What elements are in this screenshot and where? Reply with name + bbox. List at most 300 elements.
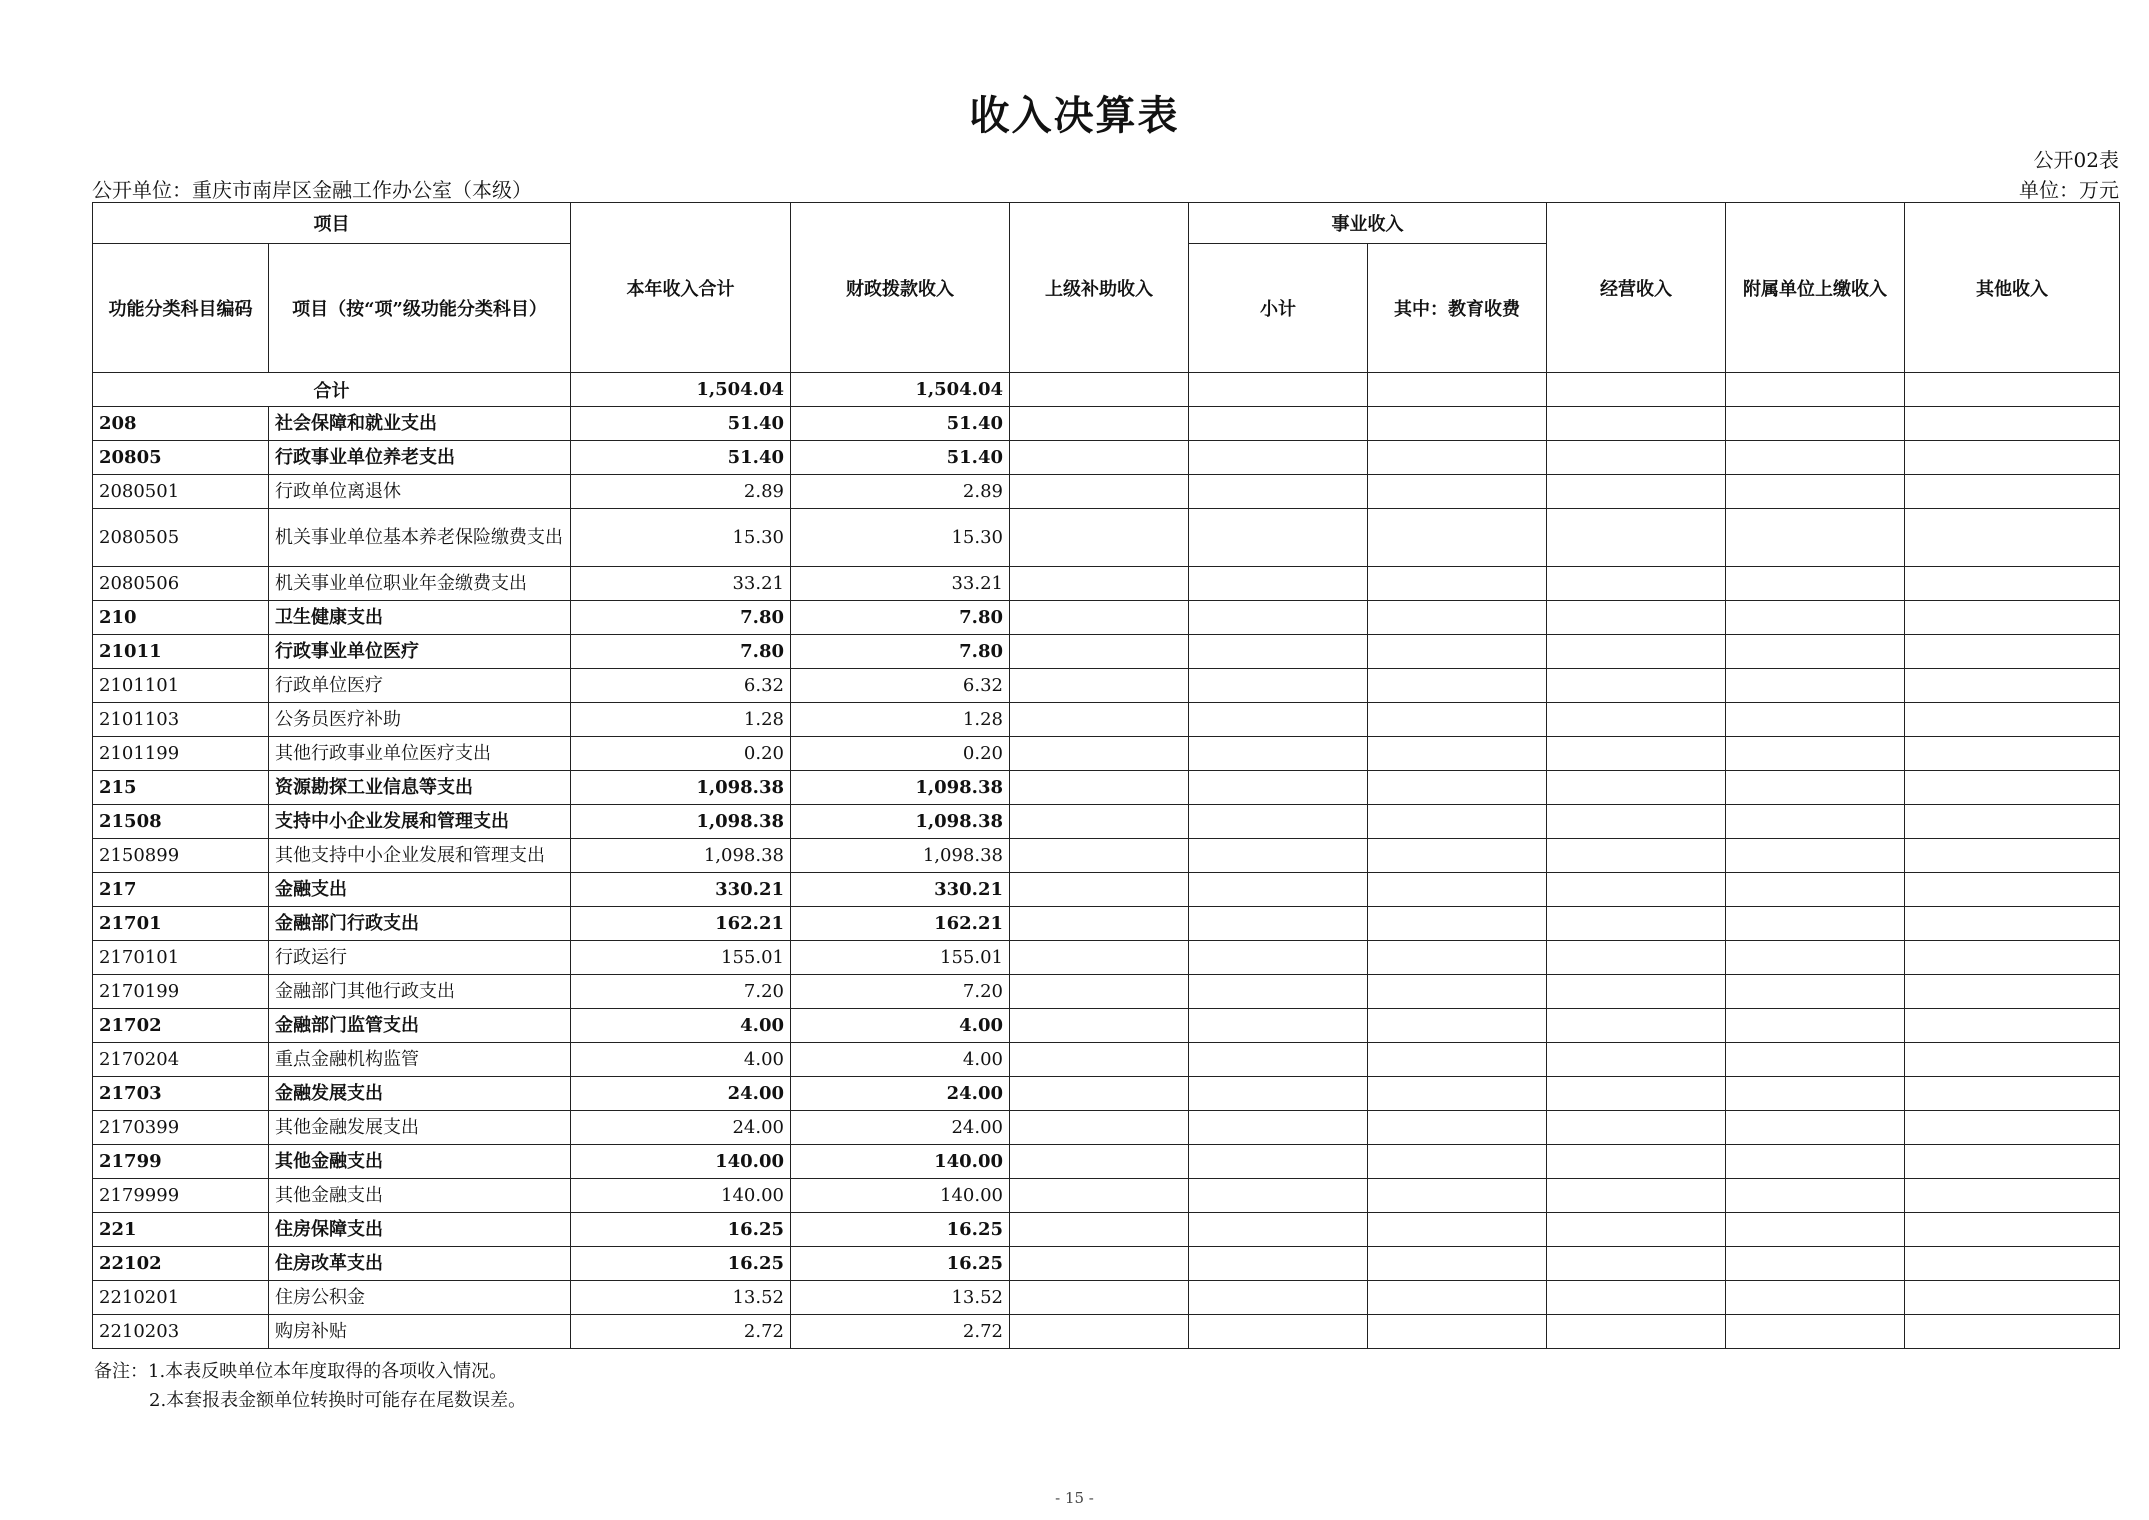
row-empty-cell — [1368, 941, 1547, 975]
row-empty-cell — [1010, 441, 1189, 475]
row-code: 22102 — [93, 1247, 269, 1281]
row-empty-cell — [1547, 1213, 1726, 1247]
row-total: 1,098.38 — [571, 805, 791, 839]
row-code: 2210201 — [93, 1281, 269, 1315]
page-number: - 15 - — [1055, 1489, 1094, 1507]
row-empty-cell — [1547, 1077, 1726, 1111]
row-code: 2080501 — [93, 475, 269, 509]
row-empty-cell — [1189, 567, 1368, 601]
row-fiscal: 16.25 — [791, 1247, 1010, 1281]
row-empty-cell — [1368, 441, 1547, 475]
row-code: 208 — [93, 407, 269, 441]
row-empty-cell — [1547, 839, 1726, 873]
row-empty-cell — [1905, 567, 2120, 601]
table-row — [93, 1043, 2120, 1077]
total-fiscal: 1,504.04 — [791, 373, 1010, 407]
row-name: 社会保障和就业支出 — [269, 407, 571, 441]
note-2: 2.本套报表金额单位转换时可能存在尾数误差。 — [149, 1390, 527, 1411]
row-empty-cell — [1010, 1247, 1189, 1281]
row-empty-cell — [1547, 1043, 1726, 1077]
row-empty-cell — [1010, 635, 1189, 669]
header-other: 其他收入 — [1905, 203, 2120, 373]
total-label: 合计 — [93, 373, 571, 407]
row-empty-cell — [1905, 975, 2120, 1009]
row-empty-cell — [1547, 509, 1726, 567]
row-code: 21701 — [93, 907, 269, 941]
row-name: 其他金融支出 — [269, 1145, 571, 1179]
table-row — [93, 941, 2120, 975]
notes — [94, 1357, 526, 1415]
row-empty-cell — [1189, 669, 1368, 703]
row-empty-cell — [1905, 509, 2120, 567]
row-empty-cell — [1010, 907, 1189, 941]
header-career-subtotal: 小计 — [1189, 244, 1368, 373]
row-empty-cell — [1726, 509, 1905, 567]
table-row — [93, 635, 2120, 669]
row-name: 其他金融发展支出 — [269, 1111, 571, 1145]
income-table — [92, 202, 2120, 1349]
row-empty-cell — [1010, 1315, 1189, 1349]
row-empty-cell — [1368, 1145, 1547, 1179]
row-empty-cell — [1905, 475, 2120, 509]
row-name: 公务员医疗补助 — [269, 703, 571, 737]
row-fiscal: 24.00 — [791, 1077, 1010, 1111]
row-fiscal: 330.21 — [791, 873, 1010, 907]
row-fiscal: 13.52 — [791, 1281, 1010, 1315]
row-empty-cell — [1547, 1111, 1726, 1145]
row-total: 16.25 — [571, 1247, 791, 1281]
row-empty-cell — [1726, 441, 1905, 475]
row-total: 2.89 — [571, 475, 791, 509]
row-name: 卫生健康支出 — [269, 601, 571, 635]
row-empty-cell — [1726, 1281, 1905, 1315]
row-empty-cell — [1010, 1043, 1189, 1077]
row-total: 7.20 — [571, 975, 791, 1009]
row-fiscal: 2.89 — [791, 475, 1010, 509]
row-code: 21011 — [93, 635, 269, 669]
table-row — [93, 873, 2120, 907]
row-empty-cell — [1547, 601, 1726, 635]
row-empty-cell — [1368, 601, 1547, 635]
row-fiscal: 51.40 — [791, 441, 1010, 475]
table-row — [93, 669, 2120, 703]
table-row — [93, 1145, 2120, 1179]
row-total: 162.21 — [571, 907, 791, 941]
row-code: 2170101 — [93, 941, 269, 975]
row-empty-cell — [1547, 771, 1726, 805]
row-empty-cell — [1726, 407, 1905, 441]
row-empty-cell — [1368, 635, 1547, 669]
row-empty-cell — [1905, 407, 2120, 441]
row-fiscal: 1.28 — [791, 703, 1010, 737]
row-empty-cell — [1726, 907, 1905, 941]
row-empty-cell — [1368, 1043, 1547, 1077]
row-name: 金融部门行政支出 — [269, 907, 571, 941]
row-empty-cell — [1726, 1111, 1905, 1145]
page-title: 收入决算表 — [969, 92, 1180, 139]
row-total: 140.00 — [571, 1179, 791, 1213]
row-code: 210 — [93, 601, 269, 635]
row-empty-cell — [1010, 601, 1189, 635]
row-code: 215 — [93, 771, 269, 805]
row-code: 2150899 — [93, 839, 269, 873]
header-fiscal: 财政拨款收入 — [791, 203, 1010, 373]
row-empty-cell — [1726, 839, 1905, 873]
row-empty-cell — [1010, 771, 1189, 805]
row-empty-cell — [1368, 407, 1547, 441]
row-total: 7.80 — [571, 601, 791, 635]
row-empty-cell — [1726, 601, 1905, 635]
row-name: 住房保障支出 — [269, 1213, 571, 1247]
row-empty-cell — [1010, 1009, 1189, 1043]
row-empty-cell — [1905, 1077, 2120, 1111]
row-empty-cell — [1547, 669, 1726, 703]
row-empty-cell — [1368, 1315, 1547, 1349]
row-empty-cell — [1905, 1009, 2120, 1043]
row-empty-cell — [1189, 1145, 1368, 1179]
row-empty-cell — [1368, 1179, 1547, 1213]
row-empty-cell — [1189, 839, 1368, 873]
row-empty-cell — [1189, 1043, 1368, 1077]
row-empty-cell — [1547, 873, 1726, 907]
row-empty-cell — [1547, 407, 1726, 441]
row-code: 21508 — [93, 805, 269, 839]
row-total: 24.00 — [571, 1077, 791, 1111]
row-name: 其他金融支出 — [269, 1179, 571, 1213]
row-code: 2170199 — [93, 975, 269, 1009]
row-code: 21799 — [93, 1145, 269, 1179]
row-empty-cell — [1547, 941, 1726, 975]
row-empty-cell — [1547, 907, 1726, 941]
row-name: 重点金融机构监管 — [269, 1043, 571, 1077]
row-fiscal: 2.72 — [791, 1315, 1010, 1349]
row-empty-cell — [1905, 1043, 2120, 1077]
row-empty-cell — [1189, 737, 1368, 771]
row-code: 21702 — [93, 1009, 269, 1043]
row-fiscal: 24.00 — [791, 1111, 1010, 1145]
row-empty-cell — [1189, 873, 1368, 907]
row-empty-cell — [1726, 737, 1905, 771]
row-empty-cell — [1905, 839, 2120, 873]
row-empty-cell — [1547, 975, 1726, 1009]
table-row — [93, 1179, 2120, 1213]
row-empty-cell — [1905, 441, 2120, 475]
row-name: 机关事业单位职业年金缴费支出 — [269, 567, 571, 601]
row-empty-cell — [1726, 1213, 1905, 1247]
row-empty-cell — [1726, 941, 1905, 975]
row-empty-cell — [1189, 635, 1368, 669]
row-empty-cell — [1010, 737, 1189, 771]
row-name: 其他行政事业单位医疗支出 — [269, 737, 571, 771]
row-empty-cell — [1905, 941, 2120, 975]
row-empty-cell — [1010, 805, 1189, 839]
table-row — [93, 1111, 2120, 1145]
row-empty-cell — [1368, 703, 1547, 737]
row-empty-cell — [1189, 1315, 1368, 1349]
row-empty-cell — [1905, 1179, 2120, 1213]
row-empty-cell — [1010, 1213, 1189, 1247]
row-empty-cell — [1010, 475, 1189, 509]
row-name: 支持中小企业发展和管理支出 — [269, 805, 571, 839]
row-empty-cell — [1726, 1077, 1905, 1111]
row-empty-cell — [1368, 975, 1547, 1009]
row-empty-cell — [1189, 509, 1368, 567]
row-name: 行政单位离退休 — [269, 475, 571, 509]
row-total: 1,098.38 — [571, 771, 791, 805]
table-row — [93, 509, 2120, 567]
table-row — [93, 1077, 2120, 1111]
row-empty-cell — [1189, 771, 1368, 805]
row-name: 金融发展支出 — [269, 1077, 571, 1111]
row-empty-cell — [1905, 1213, 2120, 1247]
row-empty-cell — [1905, 771, 2120, 805]
row-total: 330.21 — [571, 873, 791, 907]
row-fiscal: 15.30 — [791, 509, 1010, 567]
row-empty-cell — [1189, 941, 1368, 975]
row-code: 2101101 — [93, 669, 269, 703]
row-empty-cell — [1547, 805, 1726, 839]
table-row — [93, 475, 2120, 509]
row-empty-cell — [1368, 873, 1547, 907]
row-name: 住房改革支出 — [269, 1247, 571, 1281]
row-fiscal: 162.21 — [791, 907, 1010, 941]
header-total: 本年收入合计 — [571, 203, 791, 373]
row-empty-cell — [1547, 475, 1726, 509]
row-name: 行政事业单位养老支出 — [269, 441, 571, 475]
row-empty-cell — [1726, 873, 1905, 907]
row-total: 140.00 — [571, 1145, 791, 1179]
row-empty-cell — [1368, 907, 1547, 941]
row-name: 金融部门其他行政支出 — [269, 975, 571, 1009]
row-fiscal: 6.32 — [791, 669, 1010, 703]
row-empty-cell — [1368, 1077, 1547, 1111]
row-empty-cell — [1905, 703, 2120, 737]
row-empty-cell — [1905, 1247, 2120, 1281]
row-total: 155.01 — [571, 941, 791, 975]
total-row — [93, 373, 2120, 407]
reporting-unit: 公开单位：重庆市南岸区金融工作办公室（本级） — [92, 178, 532, 202]
row-fiscal: 0.20 — [791, 737, 1010, 771]
row-empty-cell — [1368, 1213, 1547, 1247]
row-code: 20805 — [93, 441, 269, 475]
row-empty-cell — [1189, 1009, 1368, 1043]
row-empty-cell — [1905, 635, 2120, 669]
row-empty-cell — [1010, 703, 1189, 737]
row-code: 2101199 — [93, 737, 269, 771]
row-empty-cell — [1010, 975, 1189, 1009]
row-fiscal: 1,098.38 — [791, 839, 1010, 873]
row-empty-cell — [1905, 907, 2120, 941]
row-empty-cell — [1547, 1009, 1726, 1043]
row-empty-cell — [1189, 475, 1368, 509]
row-empty-cell — [1368, 1009, 1547, 1043]
row-fiscal: 4.00 — [791, 1043, 1010, 1077]
row-empty-cell — [1189, 601, 1368, 635]
row-empty-cell — [1010, 1077, 1189, 1111]
row-total: 4.00 — [571, 1009, 791, 1043]
currency-unit: 单位：万元 — [2019, 178, 2119, 202]
row-fiscal: 140.00 — [791, 1179, 1010, 1213]
row-name: 资源勘探工业信息等支出 — [269, 771, 571, 805]
row-empty-cell — [1726, 771, 1905, 805]
row-empty-cell — [1189, 1247, 1368, 1281]
table-row — [93, 771, 2120, 805]
row-empty-cell — [1368, 509, 1547, 567]
row-empty-cell — [1726, 567, 1905, 601]
row-empty-cell — [1726, 635, 1905, 669]
row-empty-cell — [1547, 441, 1726, 475]
row-empty-cell — [1368, 737, 1547, 771]
table-row — [93, 975, 2120, 1009]
row-empty-cell — [1368, 839, 1547, 873]
row-fiscal: 51.40 — [791, 407, 1010, 441]
row-code: 2080506 — [93, 567, 269, 601]
row-empty-cell — [1368, 1247, 1547, 1281]
row-empty-cell — [1726, 1043, 1905, 1077]
row-fiscal: 7.80 — [791, 635, 1010, 669]
row-empty-cell — [1189, 1077, 1368, 1111]
row-code: 2170399 — [93, 1111, 269, 1145]
row-fiscal: 7.80 — [791, 601, 1010, 635]
table-row — [93, 737, 2120, 771]
row-empty-cell — [1547, 1179, 1726, 1213]
header-career-edu: 其中：教育收费 — [1368, 244, 1547, 373]
table-row — [93, 567, 2120, 601]
row-total: 2.72 — [571, 1315, 791, 1349]
header-subsidy: 上级补助收入 — [1010, 203, 1189, 373]
row-empty-cell — [1010, 567, 1189, 601]
row-empty-cell — [1905, 669, 2120, 703]
row-name: 机关事业单位基本养老保险缴费支出 — [269, 509, 571, 567]
header-career: 事业收入 — [1189, 203, 1547, 244]
row-name: 行政事业单位医疗 — [269, 635, 571, 669]
row-code: 221 — [93, 1213, 269, 1247]
row-empty-cell — [1010, 509, 1189, 567]
table-row — [93, 1315, 2120, 1349]
row-total: 6.32 — [571, 669, 791, 703]
row-code: 2210203 — [93, 1315, 269, 1349]
row-empty-cell — [1189, 975, 1368, 1009]
row-empty-cell — [1368, 669, 1547, 703]
row-empty-cell — [1726, 1315, 1905, 1349]
row-empty-cell — [1905, 1145, 2120, 1179]
row-fiscal: 1,098.38 — [791, 805, 1010, 839]
row-empty-cell — [1010, 873, 1189, 907]
row-empty-cell — [1368, 567, 1547, 601]
row-total: 51.40 — [571, 441, 791, 475]
row-empty-cell — [1189, 1179, 1368, 1213]
row-empty-cell — [1726, 1009, 1905, 1043]
table-row — [93, 907, 2120, 941]
row-total: 13.52 — [571, 1281, 791, 1315]
row-total: 16.25 — [571, 1213, 791, 1247]
row-empty-cell — [1368, 1281, 1547, 1315]
row-fiscal: 7.20 — [791, 975, 1010, 1009]
table-row — [93, 703, 2120, 737]
row-empty-cell — [1726, 669, 1905, 703]
row-total: 24.00 — [571, 1111, 791, 1145]
row-empty-cell — [1905, 805, 2120, 839]
row-empty-cell — [1547, 1247, 1726, 1281]
row-empty-cell — [1189, 1281, 1368, 1315]
table-row — [93, 1213, 2120, 1247]
row-empty-cell — [1010, 941, 1189, 975]
row-total: 33.21 — [571, 567, 791, 601]
row-empty-cell — [1547, 1145, 1726, 1179]
row-empty-cell — [1189, 441, 1368, 475]
row-empty-cell — [1726, 805, 1905, 839]
row-total: 51.40 — [571, 407, 791, 441]
row-empty-cell — [1189, 407, 1368, 441]
row-fiscal: 1,098.38 — [791, 771, 1010, 805]
row-total: 4.00 — [571, 1043, 791, 1077]
row-fiscal: 155.01 — [791, 941, 1010, 975]
row-empty-cell — [1726, 1247, 1905, 1281]
row-empty-cell — [1547, 1315, 1726, 1349]
row-code: 2170204 — [93, 1043, 269, 1077]
row-fiscal: 33.21 — [791, 567, 1010, 601]
row-empty-cell — [1726, 1179, 1905, 1213]
row-empty-cell — [1010, 669, 1189, 703]
header-affiliate: 附属单位上缴收入 — [1726, 203, 1905, 373]
note-1: 备注：1.本表反映单位本年度取得的各项收入情况。 — [94, 1361, 508, 1382]
row-code: 2080505 — [93, 509, 269, 567]
row-empty-cell — [1010, 839, 1189, 873]
table-row — [93, 1247, 2120, 1281]
row-empty-cell — [1905, 1111, 2120, 1145]
row-empty-cell — [1010, 1179, 1189, 1213]
row-empty-cell — [1189, 1213, 1368, 1247]
table-row — [93, 407, 2120, 441]
row-empty-cell — [1189, 907, 1368, 941]
row-empty-cell — [1726, 1145, 1905, 1179]
row-empty-cell — [1547, 737, 1726, 771]
row-empty-cell — [1726, 703, 1905, 737]
row-empty-cell — [1726, 975, 1905, 1009]
row-name: 购房补贴 — [269, 1315, 571, 1349]
row-empty-cell — [1010, 1281, 1189, 1315]
row-total: 1,098.38 — [571, 839, 791, 873]
total-amount: 1,504.04 — [571, 373, 791, 407]
row-empty-cell — [1010, 1111, 1189, 1145]
table-row — [93, 601, 2120, 635]
row-empty-cell — [1189, 703, 1368, 737]
row-code: 2101103 — [93, 703, 269, 737]
row-empty-cell — [1189, 805, 1368, 839]
table-row — [93, 1281, 2120, 1315]
row-total: 1.28 — [571, 703, 791, 737]
row-empty-cell — [1368, 771, 1547, 805]
row-empty-cell — [1010, 1145, 1189, 1179]
row-total: 7.80 — [571, 635, 791, 669]
row-fiscal: 140.00 — [791, 1145, 1010, 1179]
header-func-code: 功能分类科目编码 — [93, 244, 269, 373]
row-total: 0.20 — [571, 737, 791, 771]
header-func-name: 项目（按“项”级功能分类科目） — [269, 244, 571, 373]
row-code: 21703 — [93, 1077, 269, 1111]
row-fiscal: 16.25 — [791, 1213, 1010, 1247]
row-empty-cell — [1010, 407, 1189, 441]
row-empty-cell — [1189, 1111, 1368, 1145]
row-name: 金融支出 — [269, 873, 571, 907]
row-empty-cell — [1368, 475, 1547, 509]
header-operating: 经营收入 — [1547, 203, 1726, 373]
table-row — [93, 441, 2120, 475]
row-empty-cell — [1726, 475, 1905, 509]
row-code: 217 — [93, 873, 269, 907]
row-empty-cell — [1547, 1281, 1726, 1315]
row-name: 金融部门监管支出 — [269, 1009, 571, 1043]
